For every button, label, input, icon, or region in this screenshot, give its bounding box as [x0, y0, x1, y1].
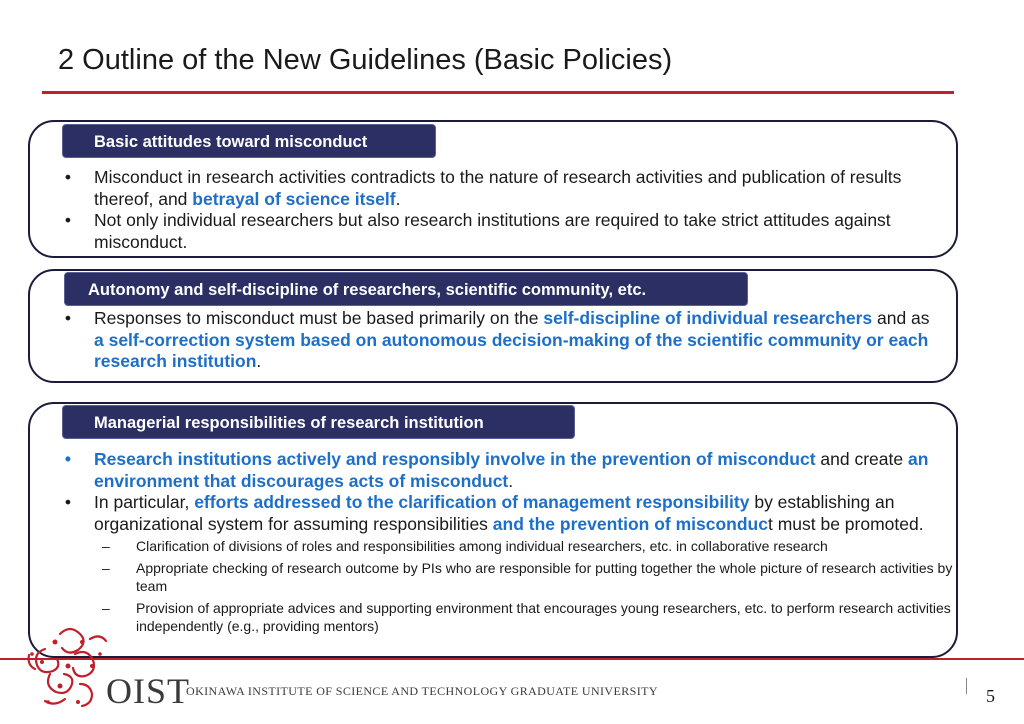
list-item: • Not only individual researchers but also research institutions are required to take strict attitudes against misconduct.	[58, 210, 958, 253]
page-number: 5	[986, 686, 995, 706]
dash-icon: –	[102, 559, 110, 576]
list-item: • Misconduct in research activities contradicts to the nature of research activities and publication of results thereof, and betrayal of science itself.	[58, 167, 958, 210]
bullet-icon: •	[64, 210, 72, 230]
page-number-separator	[966, 678, 967, 694]
list-item: • Responses to misconduct must be based primarily on the self-discipline of individual researchers and as a self-correction system based on autonomous decision-making of the scientific community or each research institution.	[58, 308, 938, 373]
autonomy-list	[58, 308, 938, 373]
sub-list-item: – Clarification of divisions of roles and responsibilities among individual researchers, etc. in collaborative research	[102, 538, 828, 554]
list-item: • Research institutions actively and responsibly involve in the prevention of misconduct and create an environment that discourages acts of misconduct.	[58, 449, 958, 492]
bullet-icon: •	[64, 308, 72, 328]
dash-icon: –	[102, 599, 110, 616]
section-heading-autonomy: Autonomy and self-discipline of researchers, scientific community, etc.	[64, 272, 748, 306]
bullet-icon: •	[64, 449, 72, 469]
sub-list-item: – Provision of appropriate advices and supporting environment that encourages young researchers, etc. to perform research activities independently (e.g., providing mentors)	[102, 599, 951, 634]
section-heading-managerial: Managerial responsibilities of research institution	[62, 405, 575, 439]
oist-logo-text: OIST	[106, 671, 190, 711]
footer-band	[0, 658, 1024, 660]
section-heading-basic-attitudes: Basic attitudes toward misconduct	[62, 124, 436, 158]
bullet-icon: •	[64, 492, 72, 512]
managerial-list	[58, 449, 958, 639]
title-underline	[42, 91, 954, 94]
list-item: • In particular, efforts addressed to the clarification of management responsibility by establishing an organizational system for assuming responsibilities and the prevention of misconduct must be promoted. – Clarification of divisions of roles and responsibilities among individual researchers, etc. in collaborative research – Appropriate checking of research outcome by PIs who are responsible for putting together the whole picture of research activities by team – Provision of appropriate advices and supporting environment that encourages young researchers, etc. to perform research activities independently (e.g., providing mentors)	[58, 492, 958, 636]
sub-list-item: – Appropriate checking of research outcome by PIs who are responsible for putting together the whole picture of research activities by team	[102, 559, 953, 594]
oist-logo-subtitle: OKINAWA INSTITUTE OF SCIENCE AND TECHNOLOGY GRADUATE UNIVERSITY	[186, 684, 658, 698]
basic-attitudes-list	[58, 167, 958, 253]
slide-title: 2 Outline of the New Guidelines (Basic Policies)	[58, 44, 673, 76]
sub-list	[94, 537, 958, 636]
bullet-icon: •	[64, 167, 72, 187]
dash-icon: –	[102, 538, 110, 554]
